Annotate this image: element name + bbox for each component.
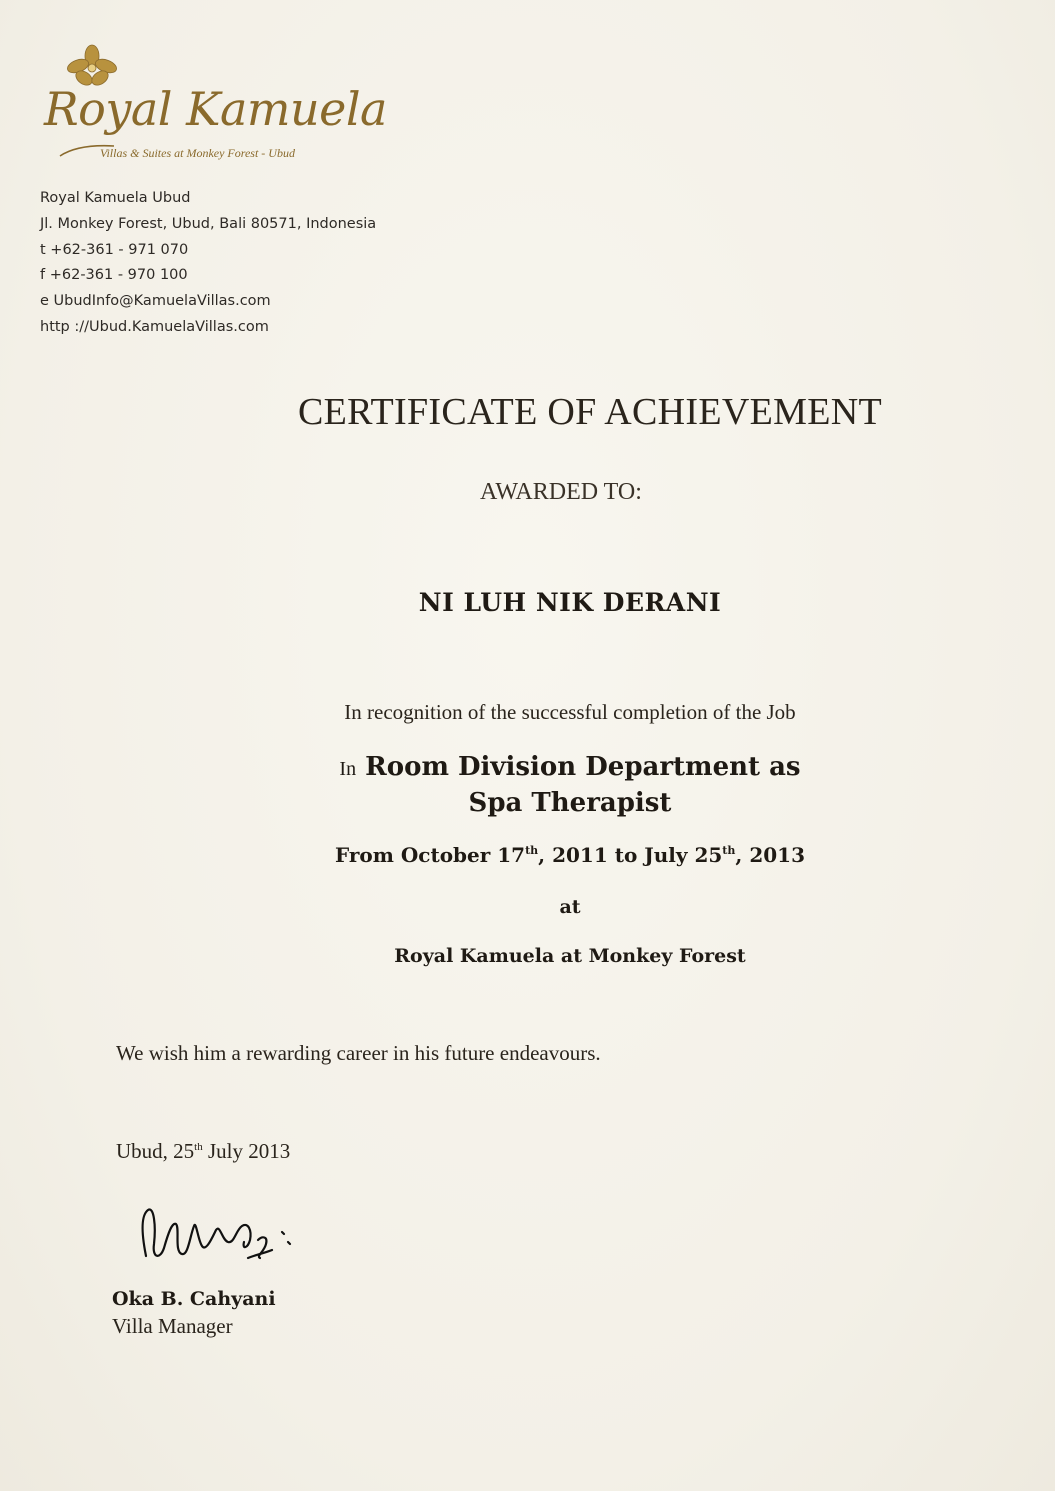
recipient-name: NI LUH NIK DERANI [418, 588, 722, 617]
issue-date-sup: th [194, 1141, 203, 1153]
issue-date-suffix: July 2013 [202, 1139, 291, 1163]
department-line-2: Spa Therapist [468, 788, 672, 818]
department-role [0, 750, 1055, 820]
issue-date [116, 1139, 290, 1164]
issue-date-prefix: Ubud, 25 [116, 1139, 195, 1163]
at-label: at [559, 896, 581, 918]
department-line-1: Room Division Department as [365, 752, 801, 782]
recognition-text: In recognition of the successful completion of the Job [344, 700, 796, 724]
employment-dates [0, 843, 1055, 867]
company-logo [38, 40, 387, 170]
signer-role: Villa Manager [112, 1314, 233, 1338]
department-prefix: In [339, 758, 357, 780]
address-block [40, 186, 376, 341]
email-address: e UbudInfo@KamuelaVillas.com [40, 293, 271, 310]
handwritten-signature [132, 1196, 302, 1276]
closing-wish: We wish him a rewarding career in his future endeavours. [116, 1041, 601, 1065]
dates-from: From October 17 [335, 843, 526, 867]
website-url: http ://Ubud.KamuelaVillas.com [40, 318, 269, 335]
dates-end: , 2013 [735, 843, 805, 867]
brand-name: Royal Kamuela [44, 82, 387, 136]
phone-number: t +62-361 - 971 070 [40, 241, 189, 258]
signer-name: Oka B. Cahyani [112, 1288, 276, 1310]
fax-number: f +62-361 - 970 100 [40, 267, 188, 284]
street-address: Jl. Monkey Forest, Ubud, Bali 80571, Indonesia [40, 215, 377, 232]
brand-tagline: Villas & Suites at Monkey Forest - Ubud [100, 146, 295, 160]
awarded-label: AWARDED TO: [480, 479, 642, 505]
dates-to-sup: th [722, 844, 736, 857]
certificate-title: CERTIFICATE OF ACHIEVEMENT [298, 391, 882, 433]
dates-from-sup: th [525, 844, 539, 857]
company-name: Royal Kamuela Ubud [40, 190, 191, 206]
venue-name: Royal Kamuela at Monkey Forest [394, 945, 746, 967]
dates-mid: , 2011 to July 25 [538, 843, 723, 867]
